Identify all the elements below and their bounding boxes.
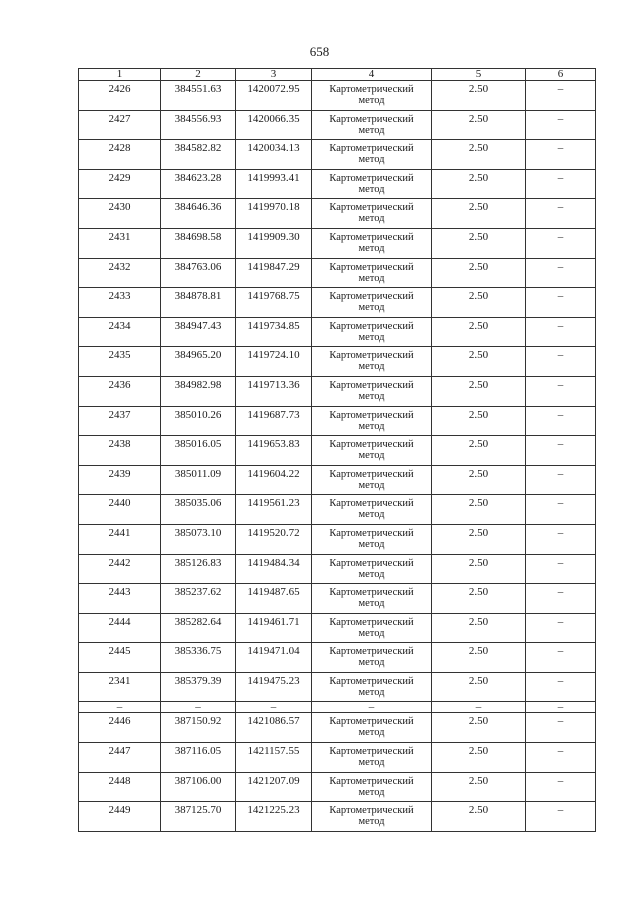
- y-coordinate-cell: 1419471.04: [236, 643, 312, 673]
- accuracy-cell: 2.50: [432, 672, 526, 702]
- method-line-1: Картометрический: [329, 716, 414, 728]
- x-coordinate-cell: 384982.98: [161, 376, 236, 406]
- note-cell: –: [526, 228, 596, 258]
- x-coordinate-cell: 384646.36: [161, 199, 236, 229]
- point-number-cell: 2438: [79, 436, 161, 466]
- method-line-1: Картометрический: [329, 616, 414, 628]
- header-col-2: 2: [161, 69, 236, 81]
- x-coordinate-cell: 384965.20: [161, 347, 236, 377]
- method-line-1: Картометрический: [329, 498, 414, 510]
- method-cell: [312, 554, 432, 584]
- method-cell: [312, 643, 432, 673]
- table-row: [79, 802, 596, 832]
- method-line-2: метод: [358, 479, 385, 491]
- y-coordinate-cell: 1420034.13: [236, 140, 312, 170]
- y-coordinate-cell: 1419561.23: [236, 495, 312, 525]
- separator-cell: –: [432, 702, 526, 713]
- y-coordinate-cell: 1419484.34: [236, 554, 312, 584]
- accuracy-cell: 2.50: [432, 613, 526, 643]
- method-cell: [312, 317, 432, 347]
- note-cell: –: [526, 169, 596, 199]
- method-line-1: Картометрический: [329, 202, 414, 214]
- method-cell: [312, 258, 432, 288]
- x-coordinate-cell: 385010.26: [161, 406, 236, 436]
- point-number-cell: 2445: [79, 643, 161, 673]
- point-number-cell: 2441: [79, 524, 161, 554]
- method-line-2: метод: [358, 213, 385, 225]
- point-number-cell: 2440: [79, 495, 161, 525]
- note-cell: –: [526, 317, 596, 347]
- accuracy-cell: 2.50: [432, 258, 526, 288]
- x-coordinate-cell: 384878.81: [161, 288, 236, 318]
- accuracy-cell: 2.50: [432, 199, 526, 229]
- y-coordinate-cell: 1419520.72: [236, 524, 312, 554]
- point-number-cell: 2436: [79, 376, 161, 406]
- method-line-1: Картометрический: [329, 557, 414, 569]
- table-row: [79, 110, 596, 140]
- y-coordinate-cell: 1421225.23: [236, 802, 312, 832]
- note-cell: –: [526, 436, 596, 466]
- x-coordinate-cell: 387106.00: [161, 772, 236, 802]
- accuracy-cell: 2.50: [432, 713, 526, 743]
- method-line-2: метод: [358, 361, 385, 373]
- separator-cell: –: [312, 702, 432, 713]
- method-cell: [312, 110, 432, 140]
- method-cell: [312, 376, 432, 406]
- method-line-1: Картометрический: [329, 350, 414, 362]
- accuracy-cell: 2.50: [432, 169, 526, 199]
- method-cell: [312, 288, 432, 318]
- x-coordinate-cell: 387125.70: [161, 802, 236, 832]
- page-number: 658: [309, 44, 330, 59]
- method-line-1: Картометрический: [329, 805, 414, 817]
- table-row: [79, 258, 596, 288]
- table-row: [79, 228, 596, 258]
- note-cell: –: [526, 584, 596, 614]
- table-row: [79, 406, 596, 436]
- method-line-1: Картометрический: [329, 646, 414, 658]
- method-line-2: метод: [358, 538, 385, 550]
- x-coordinate-cell: 385011.09: [161, 465, 236, 495]
- accuracy-cell: 2.50: [432, 802, 526, 832]
- note-cell: –: [526, 81, 596, 111]
- point-number-cell: 2429: [79, 169, 161, 199]
- method-cell: [312, 406, 432, 436]
- separator-cell: –: [526, 702, 596, 713]
- table-row: [79, 584, 596, 614]
- note-cell: –: [526, 465, 596, 495]
- table-row: [79, 495, 596, 525]
- point-number-cell: 2449: [79, 802, 161, 832]
- note-cell: –: [526, 802, 596, 832]
- point-number-cell: 2434: [79, 317, 161, 347]
- point-number-cell: 2437: [79, 406, 161, 436]
- point-number-cell: 2444: [79, 613, 161, 643]
- note-cell: –: [526, 110, 596, 140]
- y-coordinate-cell: 1421086.57: [236, 713, 312, 743]
- method-line-1: Картометрический: [329, 172, 414, 184]
- method-cell: [312, 347, 432, 377]
- note-cell: –: [526, 495, 596, 525]
- note-cell: –: [526, 376, 596, 406]
- note-cell: –: [526, 406, 596, 436]
- method-line-2: метод: [358, 816, 385, 828]
- method-line-1: Картометрический: [329, 468, 414, 480]
- accuracy-cell: 2.50: [432, 436, 526, 466]
- accuracy-cell: 2.50: [432, 584, 526, 614]
- header-row: [79, 69, 596, 81]
- y-coordinate-cell: 1419653.83: [236, 436, 312, 466]
- method-line-2: метод: [358, 124, 385, 136]
- method-line-2: метод: [358, 302, 385, 314]
- point-number-cell: 2341: [79, 672, 161, 702]
- x-coordinate-cell: 384947.43: [161, 317, 236, 347]
- accuracy-cell: 2.50: [432, 465, 526, 495]
- note-cell: –: [526, 772, 596, 802]
- note-cell: –: [526, 140, 596, 170]
- table-row: [79, 140, 596, 170]
- header-col-1: 1: [79, 69, 161, 81]
- method-line-1: Картометрический: [329, 527, 414, 539]
- method-cell: [312, 140, 432, 170]
- method-line-2: метод: [358, 272, 385, 284]
- table-body: [79, 81, 596, 832]
- method-cell: [312, 772, 432, 802]
- x-coordinate-cell: 387116.05: [161, 743, 236, 773]
- x-coordinate-cell: 385282.64: [161, 613, 236, 643]
- method-line-1: Картометрический: [329, 439, 414, 451]
- point-number-cell: 2446: [79, 713, 161, 743]
- point-number-cell: 2447: [79, 743, 161, 773]
- point-number-cell: 2426: [79, 81, 161, 111]
- separator-cell: –: [161, 702, 236, 713]
- y-coordinate-cell: 1419768.75: [236, 288, 312, 318]
- x-coordinate-cell: 385016.05: [161, 436, 236, 466]
- note-cell: –: [526, 524, 596, 554]
- method-line-2: метод: [358, 786, 385, 798]
- accuracy-cell: 2.50: [432, 772, 526, 802]
- method-line-2: метод: [358, 757, 385, 769]
- note-cell: –: [526, 743, 596, 773]
- method-line-1: Картометрический: [329, 231, 414, 243]
- y-coordinate-cell: 1419724.10: [236, 347, 312, 377]
- point-number-cell: 2430: [79, 199, 161, 229]
- method-line-1: Картометрический: [329, 675, 414, 687]
- method-line-2: метод: [358, 331, 385, 343]
- method-line-2: метод: [358, 95, 385, 106]
- method-cell: [312, 199, 432, 229]
- y-coordinate-cell: 1419487.65: [236, 584, 312, 614]
- accuracy-cell: 2.50: [432, 81, 526, 111]
- method-line-1: Картометрический: [329, 84, 414, 95]
- note-cell: –: [526, 672, 596, 702]
- method-line-1: Картометрический: [329, 113, 414, 125]
- point-number-cell: 2432: [79, 258, 161, 288]
- method-cell: [312, 81, 432, 111]
- method-cell: [312, 802, 432, 832]
- method-line-2: метод: [358, 657, 385, 669]
- x-coordinate-cell: 384551.63: [161, 81, 236, 111]
- y-coordinate-cell: 1419604.22: [236, 465, 312, 495]
- x-coordinate-cell: 387150.92: [161, 713, 236, 743]
- point-number-cell: 2442: [79, 554, 161, 584]
- y-coordinate-cell: 1419993.41: [236, 169, 312, 199]
- accuracy-cell: 2.50: [432, 554, 526, 584]
- accuracy-cell: 2.50: [432, 743, 526, 773]
- y-coordinate-cell: 1420072.95: [236, 81, 312, 111]
- method-line-1: Картометрический: [329, 143, 414, 155]
- x-coordinate-cell: 385379.39: [161, 672, 236, 702]
- separator-row: [79, 702, 596, 713]
- method-cell: [312, 713, 432, 743]
- method-line-1: Картометрический: [329, 291, 414, 303]
- method-cell: [312, 436, 432, 466]
- method-line-2: метод: [358, 727, 385, 739]
- method-line-2: метод: [358, 509, 385, 521]
- point-number-cell: 2443: [79, 584, 161, 614]
- y-coordinate-cell: 1419734.85: [236, 317, 312, 347]
- y-coordinate-cell: 1419970.18: [236, 199, 312, 229]
- method-cell: [312, 613, 432, 643]
- x-coordinate-cell: 385336.75: [161, 643, 236, 673]
- table-row: [79, 376, 596, 406]
- y-coordinate-cell: 1420066.35: [236, 110, 312, 140]
- table-header: [79, 69, 596, 81]
- method-cell: [312, 465, 432, 495]
- table-row: [79, 554, 596, 584]
- table-row: [79, 613, 596, 643]
- table-row: [79, 524, 596, 554]
- point-number-cell: 2433: [79, 288, 161, 318]
- separator-cell: –: [79, 702, 161, 713]
- method-line-1: Картометрический: [329, 746, 414, 758]
- header-col-3: 3: [236, 69, 312, 81]
- method-line-1: Картометрический: [329, 379, 414, 391]
- note-cell: –: [526, 643, 596, 673]
- table-row: [79, 317, 596, 347]
- point-number-cell: 2431: [79, 228, 161, 258]
- accuracy-cell: 2.50: [432, 317, 526, 347]
- table-row: [79, 347, 596, 377]
- x-coordinate-cell: 385035.06: [161, 495, 236, 525]
- table-row: [79, 743, 596, 773]
- y-coordinate-cell: 1421157.55: [236, 743, 312, 773]
- accuracy-cell: 2.50: [432, 495, 526, 525]
- table-row: [79, 772, 596, 802]
- method-line-2: метод: [358, 627, 385, 639]
- method-line-1: Картометрический: [329, 775, 414, 787]
- separator-cell: –: [236, 702, 312, 713]
- method-line-2: метод: [358, 420, 385, 432]
- method-cell: [312, 228, 432, 258]
- method-cell: [312, 524, 432, 554]
- method-line-2: метод: [358, 390, 385, 402]
- y-coordinate-cell: 1419847.29: [236, 258, 312, 288]
- method-line-2: метод: [358, 686, 385, 698]
- note-cell: –: [526, 347, 596, 377]
- accuracy-cell: 2.50: [432, 347, 526, 377]
- table-row: [79, 465, 596, 495]
- method-cell: [312, 169, 432, 199]
- x-coordinate-cell: 384763.06: [161, 258, 236, 288]
- header-col-4: 4: [312, 69, 432, 81]
- note-cell: –: [526, 199, 596, 229]
- table-row: [79, 672, 596, 702]
- table-row: [79, 81, 596, 111]
- point-number-cell: 2439: [79, 465, 161, 495]
- note-cell: –: [526, 613, 596, 643]
- method-cell: [312, 495, 432, 525]
- method-line-2: метод: [358, 450, 385, 462]
- x-coordinate-cell: 385237.62: [161, 584, 236, 614]
- y-coordinate-cell: 1419461.71: [236, 613, 312, 643]
- x-coordinate-cell: 384556.93: [161, 110, 236, 140]
- note-cell: –: [526, 288, 596, 318]
- note-cell: –: [526, 554, 596, 584]
- accuracy-cell: 2.50: [432, 376, 526, 406]
- method-line-1: Картометрический: [329, 320, 414, 332]
- point-number-cell: 2448: [79, 772, 161, 802]
- accuracy-cell: 2.50: [432, 524, 526, 554]
- table-row: [79, 436, 596, 466]
- method-cell: [312, 584, 432, 614]
- method-line-2: метод: [358, 598, 385, 610]
- table-row: [79, 288, 596, 318]
- x-coordinate-cell: 384623.28: [161, 169, 236, 199]
- method-cell: [312, 672, 432, 702]
- note-cell: –: [526, 258, 596, 288]
- x-coordinate-cell: 385073.10: [161, 524, 236, 554]
- coordinates-table: [78, 68, 596, 832]
- method-line-2: метод: [358, 568, 385, 580]
- method-line-2: метод: [358, 183, 385, 195]
- accuracy-cell: 2.50: [432, 643, 526, 673]
- accuracy-cell: 2.50: [432, 288, 526, 318]
- table-row: [79, 643, 596, 673]
- method-line-1: Картометрический: [329, 409, 414, 421]
- method-line-2: метод: [358, 242, 385, 254]
- table-row: [79, 169, 596, 199]
- y-coordinate-cell: 1421207.09: [236, 772, 312, 802]
- point-number-cell: 2428: [79, 140, 161, 170]
- y-coordinate-cell: 1419687.73: [236, 406, 312, 436]
- header-col-6: 6: [526, 69, 596, 81]
- y-coordinate-cell: 1419713.36: [236, 376, 312, 406]
- accuracy-cell: 2.50: [432, 140, 526, 170]
- method-cell: [312, 743, 432, 773]
- method-line-1: Картометрический: [329, 587, 414, 599]
- method-line-1: Картометрический: [329, 261, 414, 273]
- note-cell: –: [526, 713, 596, 743]
- y-coordinate-cell: 1419475.23: [236, 672, 312, 702]
- method-line-2: метод: [358, 154, 385, 166]
- x-coordinate-cell: 384582.82: [161, 140, 236, 170]
- table-row: [79, 199, 596, 229]
- table-row: [79, 713, 596, 743]
- accuracy-cell: 2.50: [432, 406, 526, 436]
- x-coordinate-cell: 384698.58: [161, 228, 236, 258]
- point-number-cell: 2427: [79, 110, 161, 140]
- accuracy-cell: 2.50: [432, 228, 526, 258]
- point-number-cell: 2435: [79, 347, 161, 377]
- x-coordinate-cell: 385126.83: [161, 554, 236, 584]
- accuracy-cell: 2.50: [432, 110, 526, 140]
- header-col-5: 5: [432, 69, 526, 81]
- y-coordinate-cell: 1419909.30: [236, 228, 312, 258]
